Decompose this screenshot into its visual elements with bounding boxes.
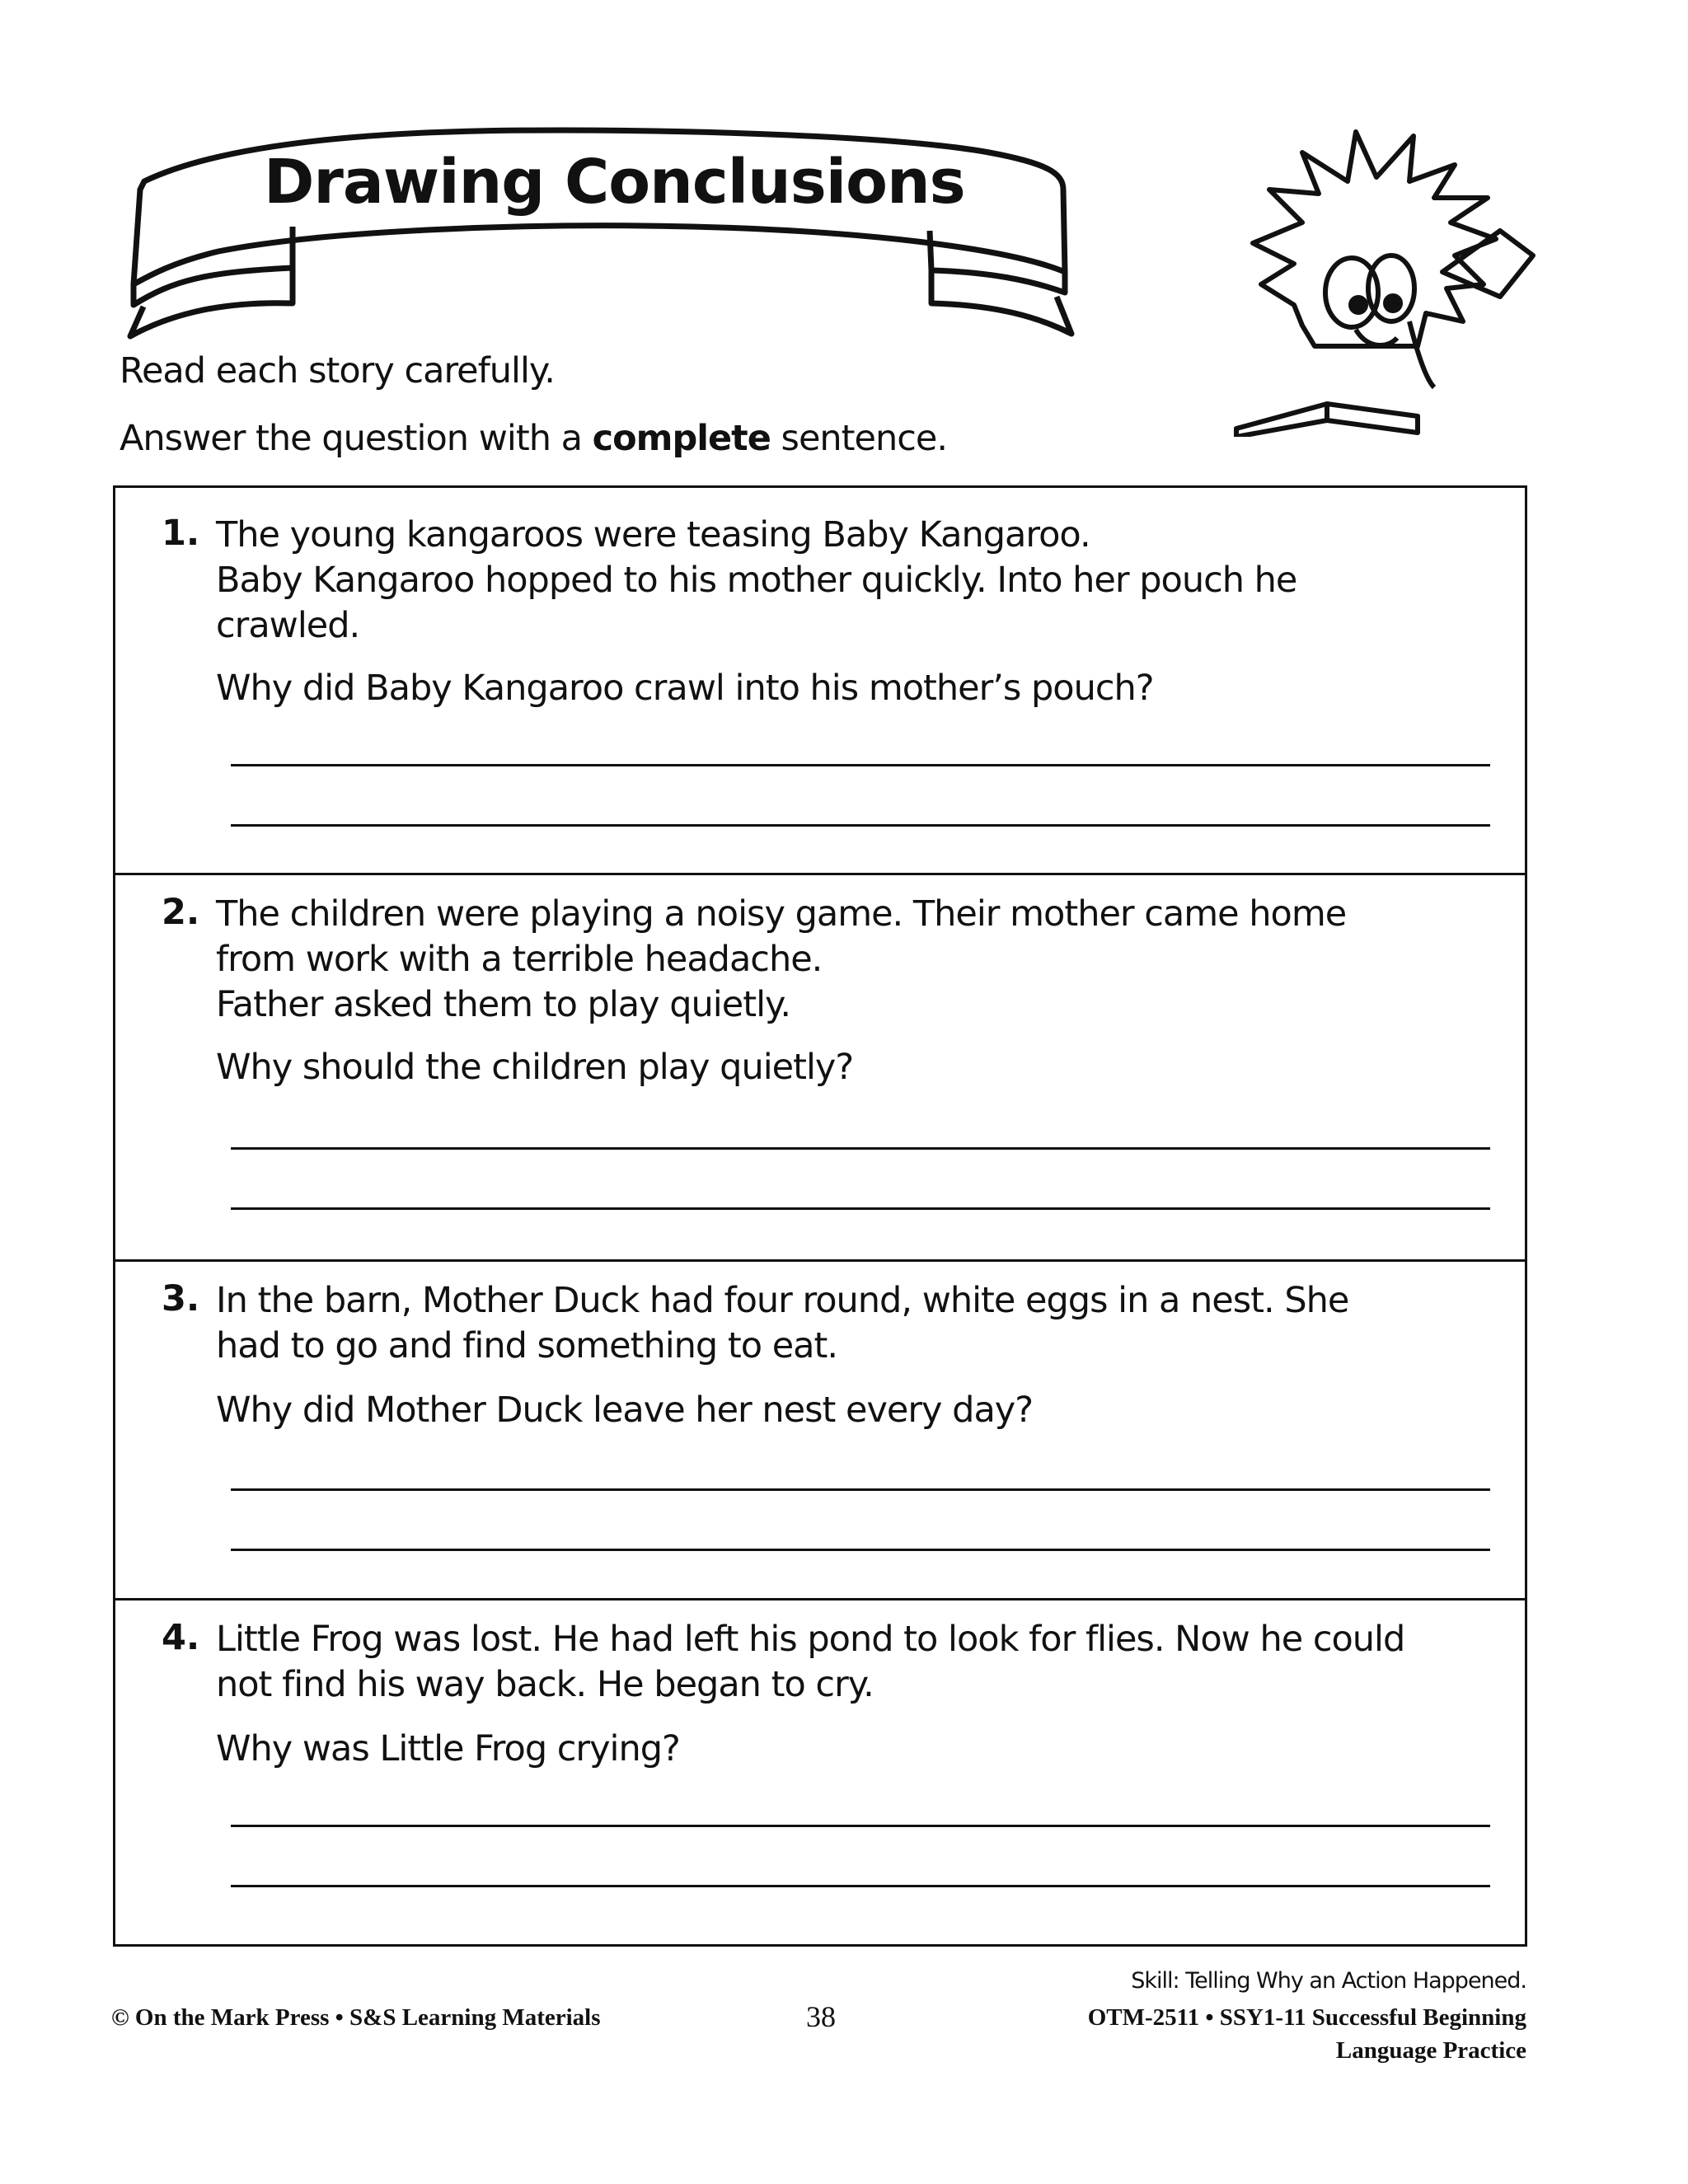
question-story <box>216 1617 1525 1708</box>
answer-line[interactable] <box>231 1885 1490 1887</box>
answer-line[interactable] <box>231 824 1490 827</box>
story-line: Baby Kangaroo hopped to his mother quickly. Into her pouch he <box>216 560 1297 601</box>
question-prompt: Why should the children play quietly? <box>216 1047 854 1088</box>
instruction-text: sentence. <box>770 418 948 459</box>
answer-line[interactable] <box>231 764 1490 766</box>
series-info: OTM-2511 • SSY1-11 Successful Beginning <box>1087 2004 1526 2031</box>
question-story <box>216 892 1508 1028</box>
story-line: had to go and find something to eat. <box>216 1325 838 1366</box>
story-line: The young kangaroos were teasing Baby Kangaroo. <box>216 514 1090 555</box>
series-info-line2: Language Practice <box>1335 2037 1526 2064</box>
emphasis-complete: complete <box>592 418 771 459</box>
answer-line[interactable] <box>231 1488 1490 1491</box>
question-3 <box>115 1259 1525 1598</box>
page-number: 38 <box>806 2000 836 2033</box>
story-line: Father asked them to play quietly. <box>216 984 790 1025</box>
question-prompt: Why was Little Frog crying? <box>216 1728 680 1769</box>
question-number: 4. <box>162 1617 200 1658</box>
question-number: 3. <box>162 1278 200 1319</box>
story-line: crawled. <box>216 605 360 646</box>
story-line: The children were playing a noisy game. Their mother came home <box>216 893 1347 935</box>
instruction-text: Answer the question with a <box>120 418 593 459</box>
skill-label: Skill: Telling Why an Action Happened. <box>1131 1968 1526 1994</box>
answer-line[interactable] <box>231 1825 1490 1827</box>
question-2 <box>115 873 1525 1259</box>
reading-child-illustration <box>1170 107 1550 437</box>
instruction-answer <box>120 418 947 459</box>
question-4 <box>115 1598 1525 1944</box>
story-line: In the barn, Mother Duck had four round, white eggs in a nest. She <box>216 1280 1349 1321</box>
story-line: from work with a terrible headache. <box>216 939 823 980</box>
question-story <box>216 513 1508 649</box>
answer-line[interactable] <box>231 1147 1490 1150</box>
question-number: 2. <box>162 892 200 933</box>
answer-line[interactable] <box>231 1549 1490 1551</box>
copyright: © On the Mark Press • S&S Learning Materials <box>111 2004 601 2031</box>
instruction-read: Read each story carefully. <box>120 350 555 391</box>
question-story <box>216 1278 1508 1369</box>
answer-line[interactable] <box>231 1207 1490 1210</box>
story-line: Little Frog was lost. He had left his pond to look for flies. Now he could <box>216 1619 1405 1660</box>
question-1 <box>115 488 1525 873</box>
page-title: Drawing Conclusions <box>264 147 965 218</box>
question-prompt: Why did Mother Duck leave her nest every day? <box>216 1390 1034 1431</box>
questions-box <box>113 485 1527 1947</box>
story-line: not find his way back. He began to cry. <box>216 1664 874 1705</box>
question-prompt: Why did Baby Kangaroo crawl into his mother’s pouch? <box>216 668 1154 709</box>
question-number: 1. <box>162 513 200 554</box>
